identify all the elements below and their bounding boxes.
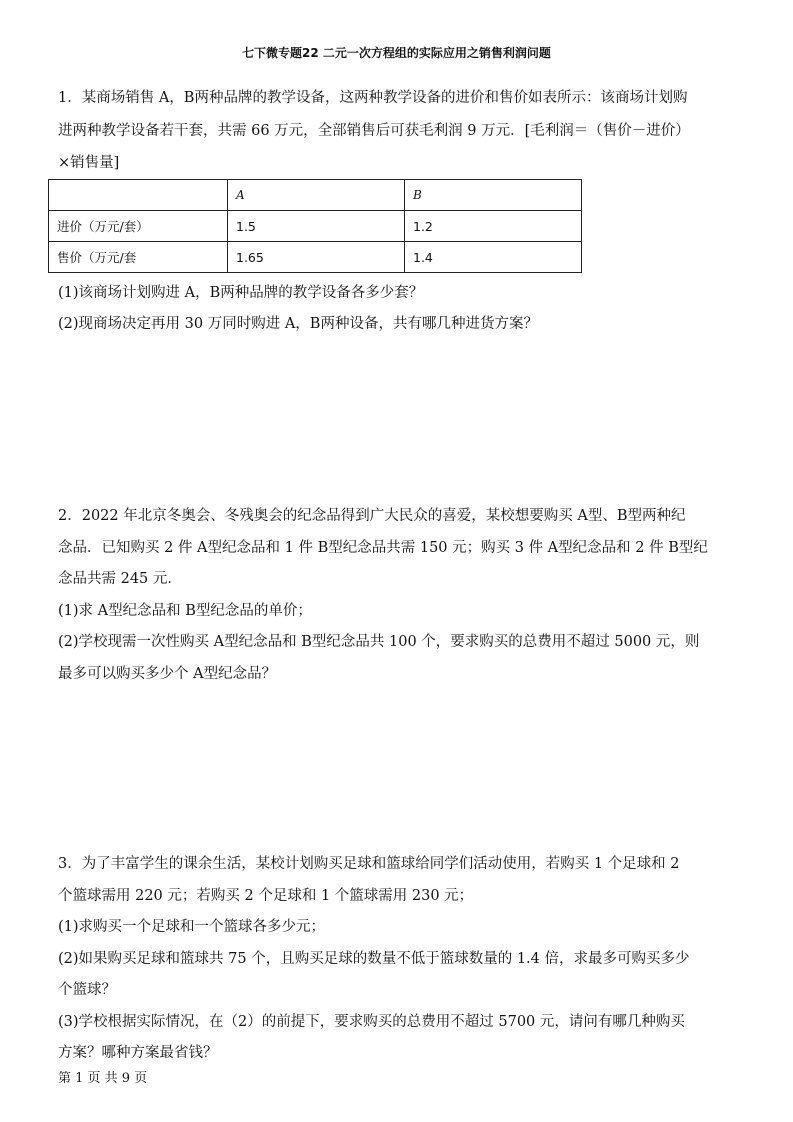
problem1-line-3: ×销售量]	[58, 155, 120, 171]
table-cell: 1.2	[405, 211, 582, 242]
price-table	[48, 179, 582, 273]
table-cell: 1.5	[228, 211, 405, 242]
table-cell: 1.4	[405, 242, 582, 273]
problem2-line-3: 念品共需 245 元．	[58, 571, 182, 587]
page-footer: 第 1 页 共 9 页	[58, 1071, 148, 1086]
table-header-cell: B	[405, 180, 582, 211]
page-title: 七下微专题22 二元一次方程组的实际应用之销售利润问题	[242, 46, 551, 60]
problem3-line-3: (1)求购买一个足球和一个篮球各多少元；	[58, 919, 326, 935]
problem1-question-2: (2)现商场决定再用 30 万同时购进 A，B两种设备，共有哪几种进货方案？	[58, 316, 538, 332]
table-cell: 进价（万元/套）	[49, 211, 228, 242]
table-header-row	[49, 180, 582, 211]
table-header-cell	[49, 180, 228, 211]
problem3-line-4: (2)如果购买足球和篮球共 75 个，且购买足球的数量不低于篮球数量的 1.4 倍，求最多可购买多少	[58, 951, 690, 967]
table-row	[49, 211, 582, 242]
problem2-line-5: (2)学校现需一次性购买 A型纪念品和 B型纪念品共 100 个，要求购买的总费用不超过 5000 元，则	[58, 634, 700, 650]
problem2-line-4: (1)求 A型纪念品和 B型纪念品的单价；	[58, 603, 312, 619]
problem1-line-2: 进两种教学设备若干套，共需 66 万元，全部销售后可获毛利润 9 万元．[毛利润＝（售价－进价）	[58, 123, 690, 139]
problem3-line-5: 个篮球？	[58, 982, 116, 998]
problem3-line-2: 个篮球需用 220 元；若购买 2 个足球和 1 个篮球需用 230 元；	[58, 888, 474, 904]
table-row	[49, 242, 582, 273]
problem1-line-1: 1．某商场销售 A，B两种品牌的教学设备，这两种教学设备的进价和售价如表所示：该商场计划购	[58, 90, 688, 106]
problem1-question-1: (1)该商场计划购进 A，B两种品牌的教学设备各多少套？	[58, 285, 424, 301]
table-header-cell: A	[228, 180, 405, 211]
problem2-line-1: 2．2022 年北京冬奥会、冬残奥会的纪念品得到广大民众的喜爱，某校想要购买 A型、B型两种纪	[58, 508, 686, 524]
table-cell: 售价（万元/套	[49, 242, 228, 273]
problem2-line-2: 念品．已知购买 2 件 A型纪念品和 1 件 B型纪念品共需 150 元；购买 3 件 A型纪念品和 2 件 B型纪	[58, 540, 708, 556]
problem3-line-6: (3)学校根据实际情况，在（2）的前提下，要求购买的总费用不超过 5700 元，请问有哪几种购买	[58, 1014, 685, 1030]
problem2-line-6: 最多可以购买多少个 A型纪念品？	[58, 666, 277, 682]
table-cell: 1.65	[228, 242, 405, 273]
problem3-line-1: 3．为了丰富学生的课余生活，某校计划购买足球和篮球给同学们活动使用，若购买 1 个足球和 2	[58, 856, 680, 872]
problem3-line-7: 方案？哪种方案最省钱？	[58, 1045, 218, 1061]
